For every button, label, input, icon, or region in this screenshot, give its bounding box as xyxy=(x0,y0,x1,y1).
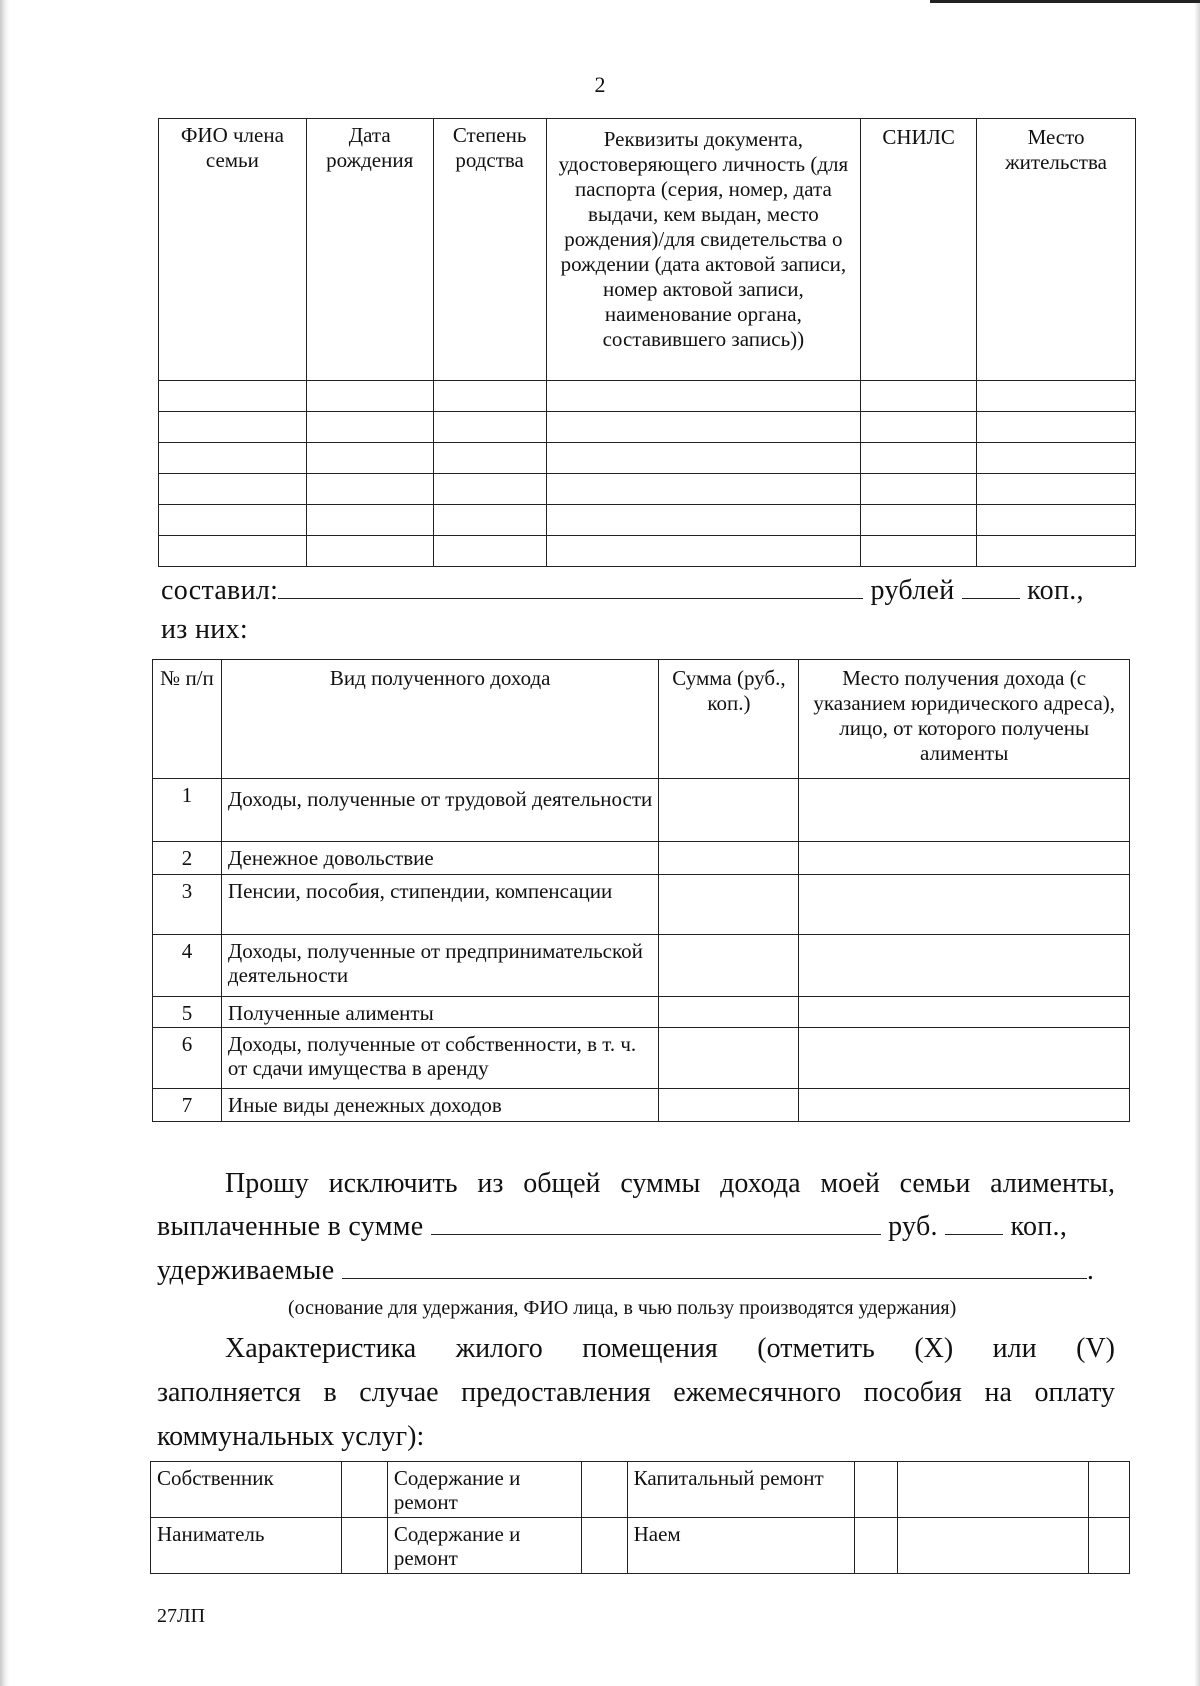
row-number: 7 xyxy=(153,1089,222,1122)
input-cell[interactable] xyxy=(546,443,861,474)
empty-cell xyxy=(898,1518,1089,1574)
table-row xyxy=(153,1028,1130,1089)
amount-cell[interactable] xyxy=(659,997,799,1028)
input-cell[interactable] xyxy=(546,412,861,443)
table-row xyxy=(153,935,1130,997)
checkbox-cell[interactable] xyxy=(1089,1518,1130,1574)
input-cell[interactable] xyxy=(977,505,1136,536)
alimony-withheld-line xyxy=(157,1252,1094,1287)
input-cell[interactable] xyxy=(546,505,861,536)
alimony-paid-label: выплаченные в сумме xyxy=(157,1211,424,1242)
housing-label-tenant: Наниматель xyxy=(151,1518,342,1574)
scan-artifact-line xyxy=(930,0,1200,3)
input-cell[interactable] xyxy=(306,381,433,412)
income-type: Денежное довольствие xyxy=(221,842,659,875)
input-cell[interactable] xyxy=(861,443,977,474)
col-header-fio: ФИО члена семьи xyxy=(159,119,307,381)
input-cell[interactable] xyxy=(861,505,977,536)
form-code: 27ЛП xyxy=(157,1605,206,1627)
source-cell[interactable] xyxy=(799,875,1130,935)
input-cell[interactable] xyxy=(159,381,307,412)
housing-intro-line2: заполняется в случае предоставления ежемесячного пособия на оплату xyxy=(157,1377,1115,1408)
input-cell[interactable] xyxy=(306,443,433,474)
row-number: 1 xyxy=(153,779,222,842)
alimony-request-text: Прошу исключить из общей суммы дохода моей семьи алименты, xyxy=(225,1168,1115,1199)
total-kop-label: коп., xyxy=(1027,575,1084,606)
table-header-row xyxy=(159,119,1136,381)
row-number: 5 xyxy=(153,997,222,1028)
input-cell[interactable] xyxy=(433,412,546,443)
input-cell[interactable] xyxy=(861,536,977,567)
table-row xyxy=(159,412,1136,443)
input-cell[interactable] xyxy=(433,443,546,474)
row-number: 3 xyxy=(153,875,222,935)
input-cell[interactable] xyxy=(306,474,433,505)
amount-cell[interactable] xyxy=(659,935,799,997)
income-type: Доходы, полученные от собственности, в т. ч. от сдачи имущества в аренду xyxy=(221,1028,659,1089)
source-cell[interactable] xyxy=(799,1089,1130,1122)
input-cell[interactable] xyxy=(861,381,977,412)
input-cell[interactable] xyxy=(433,381,546,412)
amount-cell[interactable] xyxy=(659,842,799,875)
col-header-relation: Степень родства xyxy=(433,119,546,381)
from-them-label: из них: xyxy=(161,614,248,645)
housing-label-capital-repair: Капитальный ремонт xyxy=(627,1462,855,1518)
amount-cell[interactable] xyxy=(659,875,799,935)
alimony-rub-label: руб. xyxy=(888,1211,938,1242)
family-members-table xyxy=(158,118,1136,567)
input-cell[interactable] xyxy=(433,474,546,505)
income-type: Доходы, полученные от предпринимательской деятельности xyxy=(221,935,659,997)
alimony-rub-field[interactable] xyxy=(431,1208,881,1235)
page-number: 2 xyxy=(594,72,606,97)
input-cell[interactable] xyxy=(159,443,307,474)
checkbox-cell[interactable] xyxy=(581,1462,627,1518)
scan-edge-right xyxy=(1194,0,1200,1686)
table-row xyxy=(151,1518,1130,1574)
checkbox-cell[interactable] xyxy=(341,1462,387,1518)
table-row xyxy=(159,381,1136,412)
income-type: Пенсии, пособия, стипендии, компенсации xyxy=(221,875,659,935)
input-cell[interactable] xyxy=(546,381,861,412)
table-header-row xyxy=(153,660,1130,779)
total-prefix: составил: xyxy=(161,575,279,606)
housing-intro-line1: Характеристика жилого помещения (отметить (Х) или (V) xyxy=(225,1333,1115,1364)
housing-intro-line3: коммунальных услуг): xyxy=(157,1421,425,1452)
input-cell[interactable] xyxy=(159,412,307,443)
input-cell[interactable] xyxy=(306,536,433,567)
checkbox-cell[interactable] xyxy=(1089,1462,1130,1518)
total-rub-field[interactable] xyxy=(278,572,863,599)
table-row xyxy=(153,1089,1130,1122)
alimony-basis-caption: (основание для удержания, ФИО лица, в чью пользу производятся удержания) xyxy=(288,1297,957,1319)
source-cell[interactable] xyxy=(799,779,1130,842)
table-row xyxy=(153,997,1130,1028)
source-cell[interactable] xyxy=(799,842,1130,875)
table-row xyxy=(153,842,1130,875)
input-cell[interactable] xyxy=(433,536,546,567)
input-cell[interactable] xyxy=(159,536,307,567)
input-cell[interactable] xyxy=(306,505,433,536)
input-cell[interactable] xyxy=(977,412,1136,443)
alimony-amount-line xyxy=(157,1208,1067,1243)
source-cell[interactable] xyxy=(799,1028,1130,1089)
income-type: Иные виды денежных доходов xyxy=(221,1089,659,1122)
housing-label-owner: Собственник xyxy=(151,1462,342,1518)
col-header-birthdate: Дата рождения xyxy=(306,119,433,381)
table-row xyxy=(153,875,1130,935)
input-cell[interactable] xyxy=(861,474,977,505)
col-header-income-source: Место получения дохода (с указанием юридического адреса), лицо, от которого получены алименты xyxy=(799,660,1130,779)
amount-cell[interactable] xyxy=(659,1028,799,1089)
income-table xyxy=(152,659,1130,1122)
col-header-snils: СНИЛС xyxy=(861,119,977,381)
checkbox-cell[interactable] xyxy=(855,1518,898,1574)
table-row xyxy=(159,536,1136,567)
alimony-withheld-label: удерживаемые xyxy=(157,1255,335,1286)
total-rub-label: рублей xyxy=(870,575,955,606)
input-cell[interactable] xyxy=(977,381,1136,412)
col-header-residence: Место жительства xyxy=(977,119,1136,381)
input-cell[interactable] xyxy=(861,412,977,443)
input-cell[interactable] xyxy=(159,474,307,505)
input-cell[interactable] xyxy=(159,505,307,536)
input-cell[interactable] xyxy=(977,474,1136,505)
table-row xyxy=(159,443,1136,474)
table-row xyxy=(159,505,1136,536)
input-cell[interactable] xyxy=(306,412,433,443)
housing-label-maintenance: Содержание и ремонт xyxy=(387,1462,581,1518)
income-type: Доходы, полученные от трудовой деятельности xyxy=(221,779,659,842)
row-number: 6 xyxy=(153,1028,222,1089)
table-row xyxy=(159,474,1136,505)
checkbox-cell[interactable] xyxy=(341,1518,387,1574)
amount-cell[interactable] xyxy=(659,779,799,842)
col-header-number: № п/п xyxy=(153,660,222,779)
input-cell[interactable] xyxy=(433,505,546,536)
source-cell[interactable] xyxy=(799,997,1130,1028)
scan-edge-left xyxy=(0,0,10,1686)
table-row xyxy=(151,1462,1130,1518)
empty-cell xyxy=(898,1462,1089,1518)
row-number: 2 xyxy=(153,842,222,875)
row-number: 4 xyxy=(153,935,222,997)
housing-label-maintenance: Содержание и ремонт xyxy=(387,1518,581,1574)
amount-cell[interactable] xyxy=(659,1089,799,1122)
col-header-amount: Сумма (руб., коп.) xyxy=(659,660,799,779)
input-cell[interactable] xyxy=(977,443,1136,474)
col-header-income-type: Вид полученного дохода xyxy=(221,660,659,779)
housing-table xyxy=(150,1461,1130,1574)
total-kop-field[interactable] xyxy=(962,572,1020,599)
col-header-id-document: Реквизиты документа, удостоверяющего личность (для паспорта (серия, номер, дата выдачи, кем выдан, место рождения)/для свидетельства о рождении (дата актовой записи, номер актовой записи, наименование органа, составившего запись)) xyxy=(546,119,861,381)
checkbox-cell[interactable] xyxy=(855,1462,898,1518)
period: . xyxy=(1086,1255,1095,1286)
checkbox-cell[interactable] xyxy=(581,1518,627,1574)
alimony-basis-field[interactable] xyxy=(342,1252,1087,1279)
source-cell[interactable] xyxy=(799,935,1130,997)
income-type: Полученные алименты xyxy=(221,997,659,1028)
input-cell[interactable] xyxy=(977,536,1136,567)
input-cell[interactable] xyxy=(546,536,861,567)
input-cell[interactable] xyxy=(546,474,861,505)
total-income-line xyxy=(161,572,1084,607)
table-row xyxy=(153,779,1130,842)
alimony-kop-field[interactable] xyxy=(945,1208,1003,1235)
alimony-kop-label: коп., xyxy=(1010,1211,1068,1242)
housing-label-rent: Наем xyxy=(627,1518,855,1574)
